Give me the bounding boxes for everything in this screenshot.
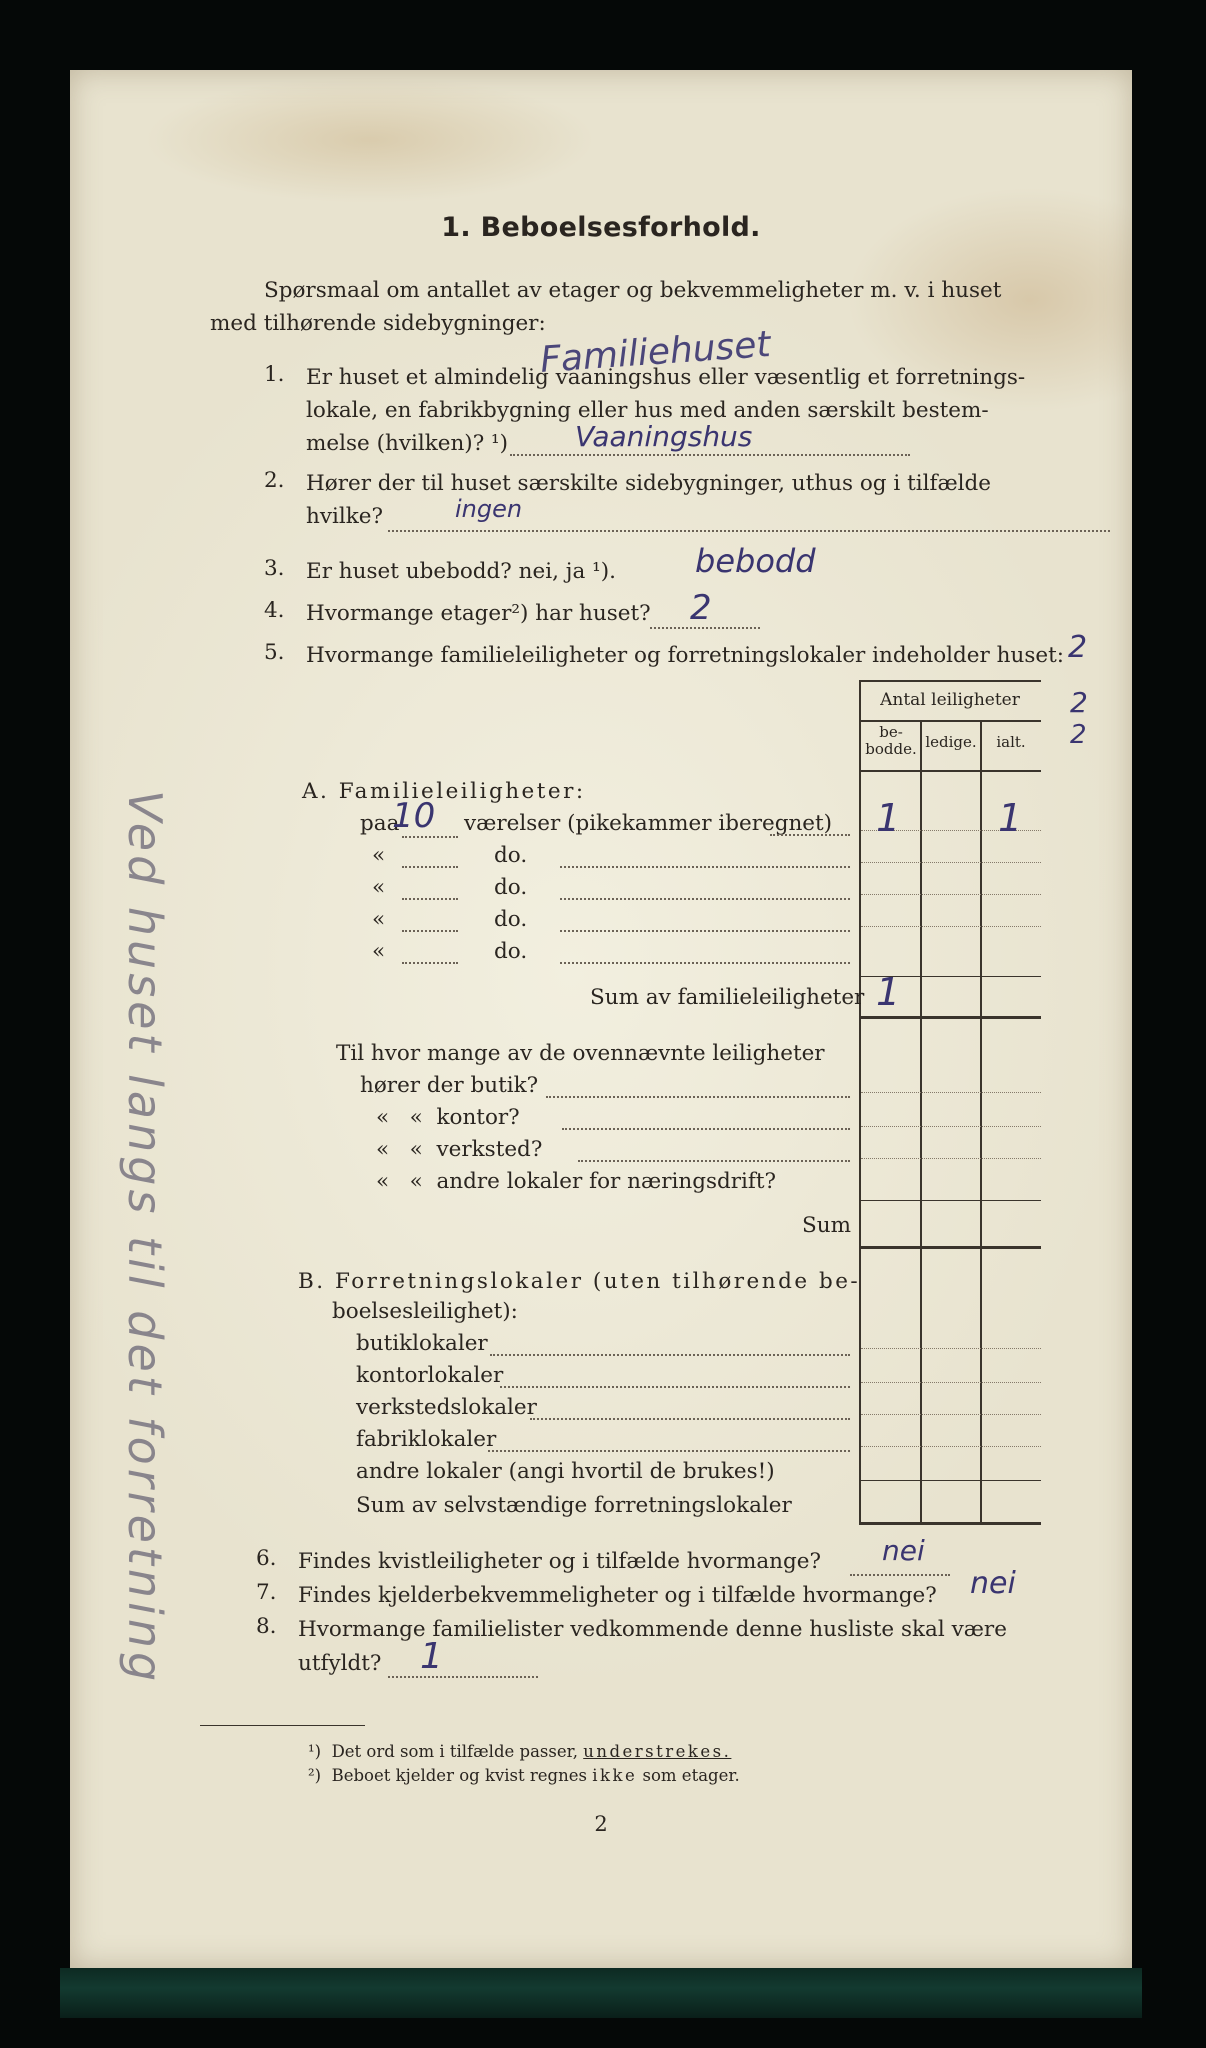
row-a1-label: værelser (pikekammer iberegnet) <box>464 811 833 836</box>
b-row-verkstedslokaler: verkstedslokaler <box>356 1395 537 1420</box>
section-b-title-2: boelsesleilighet): <box>332 1299 518 1324</box>
section-b-title-1: B. Forretningslokaler (uten tilhørende be- <box>298 1269 861 1294</box>
question-1-line-2: lokale, en fabrikbygning eller hus med anden særskilt bestem- <box>306 398 989 423</box>
col-header-bebodde: be- bodde. <box>865 723 917 758</box>
sub-sum-label: Sum <box>802 1213 851 1238</box>
col-header-ialt: ialt. <box>996 733 1026 751</box>
census-form-page <box>70 70 1132 1968</box>
sub-row-andre: « « andre lokaler for næringsdrift? <box>376 1169 777 1194</box>
question-5-text: Hvormange familieleiligheter og forretningslokaler indeholder huset: <box>306 643 1064 668</box>
sum-family-bebodde: 1 <box>876 970 901 1014</box>
b-row-butiklokaler: butiklokaler <box>356 1331 488 1356</box>
question-6-text: Findes kvistleiligheter og i tilfælde hvormange? <box>298 1549 822 1574</box>
row-a2-prefix: « <box>372 843 386 868</box>
sum-family-label: Sum av familieleiligheter <box>590 985 865 1010</box>
row-a3-prefix: « <box>372 875 386 900</box>
answer-2-handwritten: ingen <box>455 495 523 523</box>
question-8-text: Hvormange familielister vedkommende denne husliste skal være <box>298 1617 1007 1642</box>
row-a2-label: do. <box>494 843 528 868</box>
question-1-line-3: melse (hvilken)? ¹) <box>306 431 509 456</box>
intro-line-2: med tilhørende sidebygninger: <box>210 311 546 336</box>
question-7-number: 7. <box>256 1580 277 1605</box>
answer-1-handwritten: Vaaningshus <box>575 420 753 453</box>
row-a4-prefix: « <box>372 907 386 932</box>
sub-row-butik: hører der butik? <box>360 1073 539 1098</box>
answer-3-handwritten: bebodd <box>695 542 816 580</box>
question-2-line-2: hvilke? <box>306 504 384 529</box>
sub-row-kontor: « « kontor? <box>376 1105 520 1130</box>
footnote-2: ²) Beboet kjelder og kvist regnes ikke som etager. <box>308 1766 740 1785</box>
row-a4-label: do. <box>494 907 528 932</box>
answer-8-handwritten: 1 <box>420 1636 443 1677</box>
scanner-background-strip <box>60 1968 1142 2018</box>
answer-5-handwritten: 2 <box>1068 630 1088 665</box>
row-a1-bebodde: 1 <box>876 796 901 840</box>
row-a5-label: do. <box>494 939 528 964</box>
sub-row-verksted: « « verksted? <box>376 1137 543 1162</box>
question-5-number: 5. <box>264 640 285 665</box>
question-3-number: 3. <box>264 556 285 581</box>
margin-mark-2: 2 <box>1070 720 1087 750</box>
b-row-fabriklokaler: fabriklokaler <box>356 1427 497 1452</box>
answer-6-handwritten: nei <box>882 1534 925 1567</box>
question-1-number: 1. <box>264 362 285 387</box>
col-header-ledige: ledige. <box>925 733 977 751</box>
question-4-text: Hvormange etager²) har huset? <box>306 601 651 626</box>
margin-mark-1: 2 <box>1070 686 1088 719</box>
intro-line-1: Spørsmaal om antallet av etager og bekvemmeligheter m. v. i huset <box>264 278 1002 303</box>
page-number: 2 <box>594 1812 608 1836</box>
handwritten-building-type: Familiehuset <box>538 324 772 381</box>
margin-handwritten-note: Ved huset langs til det forretning <box>118 790 172 1686</box>
question-2-number: 2. <box>264 468 285 493</box>
row-a5-prefix: « <box>372 939 386 964</box>
section-a-title: A. Familieleiligheter: <box>302 779 586 804</box>
question-1-line-1: Er huset et almindelig vaaningshus eller væsentlig et forretnings- <box>306 365 1026 390</box>
sub-question-title: Til hvor mange av de ovennævnte leiligheter <box>336 1041 825 1066</box>
b-sum-label: Sum av selvstændige forretningslokaler <box>356 1493 792 1518</box>
question-2-line-1: Hører der til huset særskilte sidebygninger, uthus og i tilfælde <box>306 471 992 496</box>
row-a1-ialt: 1 <box>998 796 1023 840</box>
answer-line <box>388 530 1110 532</box>
question-7-text: Findes kjelderbekvemmeligheter og i tilfælde hvormange? <box>298 1583 937 1608</box>
answer-7-handwritten: nei <box>970 1566 1016 1601</box>
row-a1-rooms: 10 <box>392 796 436 836</box>
row-a3-label: do. <box>494 875 528 900</box>
footnote-1: ¹) Det ord som i tilfælde passer, understrekes. <box>308 1742 732 1761</box>
answer-4-handwritten: 2 <box>690 588 712 628</box>
question-8-number: 8. <box>256 1614 277 1639</box>
b-row-kontorlokaler: kontorlokaler <box>356 1363 504 1388</box>
question-3-text: Er huset ubebodd? nei, ja ¹). <box>306 559 616 584</box>
section-title: 1. Beboelsesforhold. <box>441 212 761 243</box>
row-a1-prefix: paa <box>360 811 400 836</box>
answer-line <box>510 454 910 456</box>
b-row-andre-lokaler: andre lokaler (angi hvortil de brukes!) <box>356 1459 775 1484</box>
question-8-text-2: utfyldt? <box>298 1651 382 1676</box>
question-6-number: 6. <box>256 1546 277 1571</box>
question-4-number: 4. <box>264 598 285 623</box>
table-header: Antal leiligheter <box>880 690 1020 710</box>
footnote-divider <box>200 1725 365 1726</box>
